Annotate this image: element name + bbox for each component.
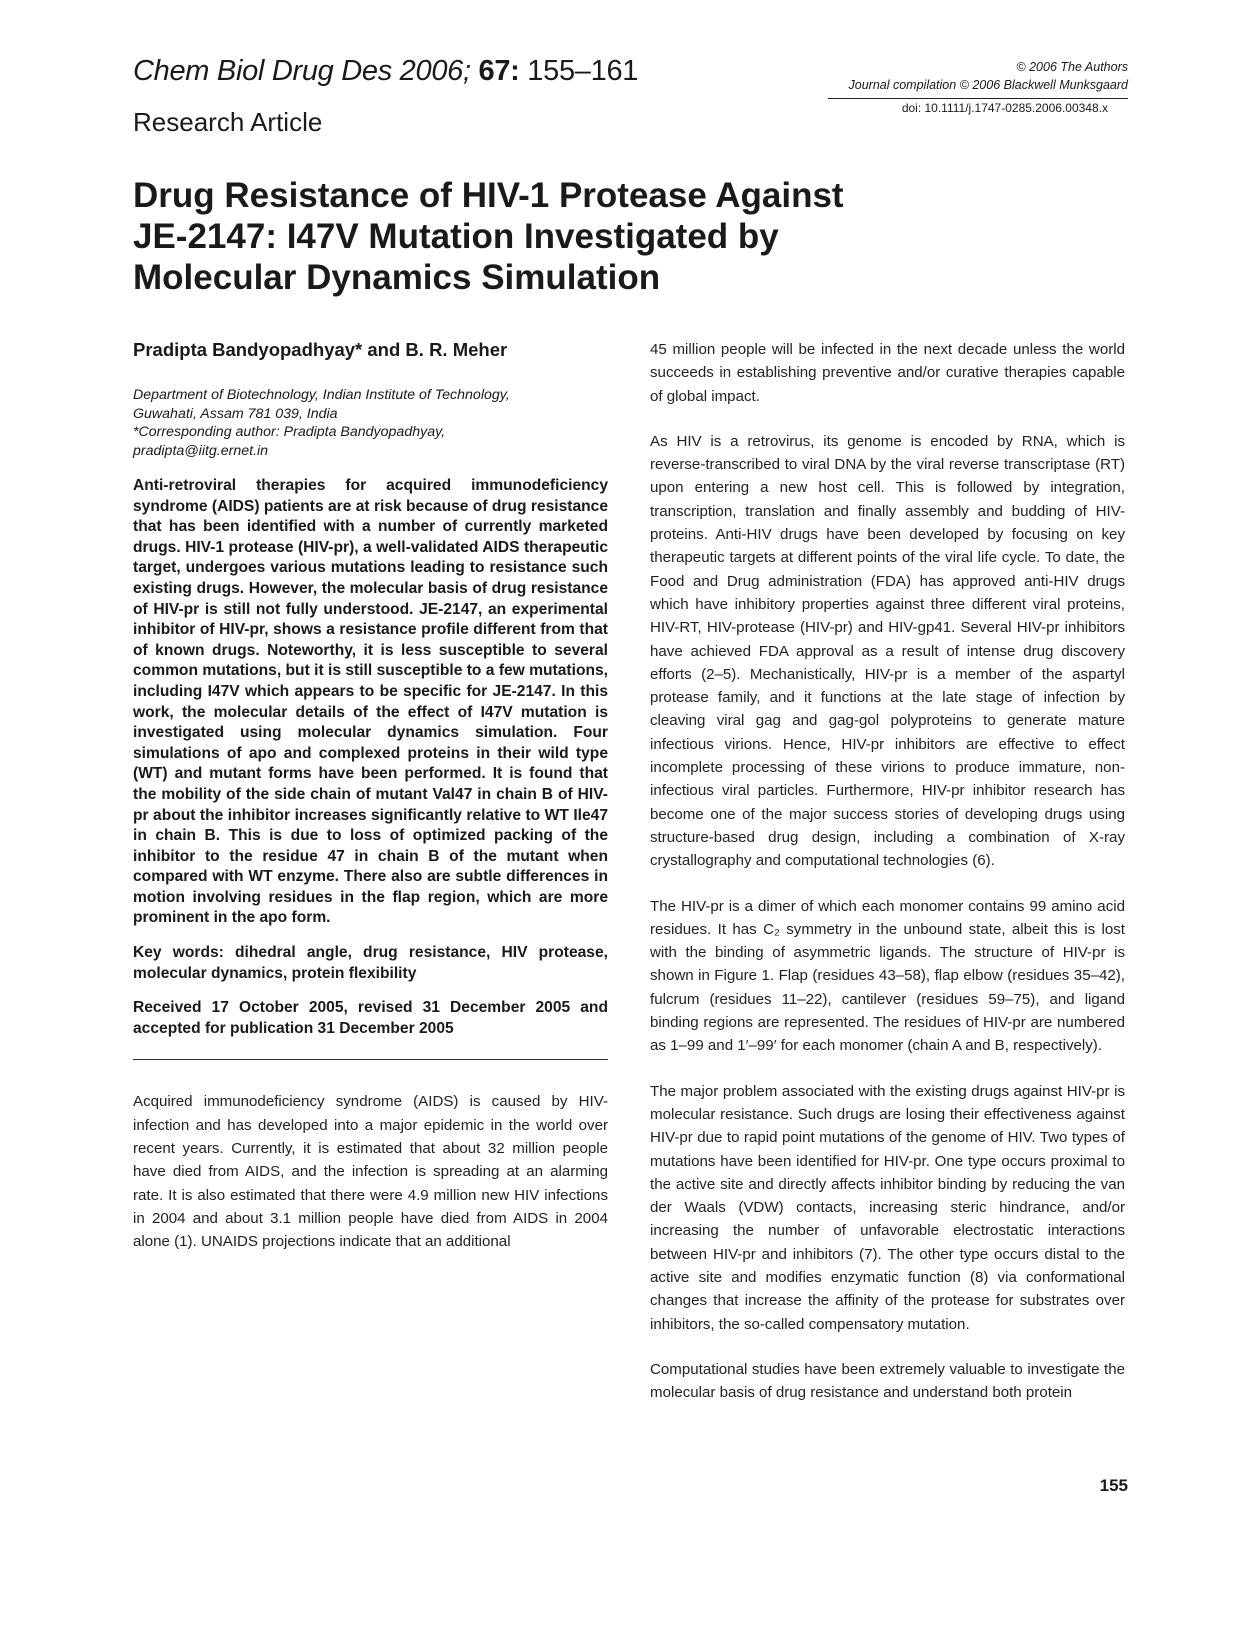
title-line-2: JE-2147: I47V Mutation Investigated by bbox=[133, 217, 779, 256]
affiliation-line-4: pradipta@iitg.ernet.in bbox=[133, 442, 269, 459]
journal-volume: 67: bbox=[478, 55, 520, 87]
left-column bbox=[133, 338, 608, 1276]
body-paragraph: Computational studies have been extremely valuable to investigate the molecular basis of drug resistance and understand both protein bbox=[650, 1360, 1125, 1402]
copyright-line-1: © 2006 The Authors bbox=[1016, 60, 1128, 74]
body-paragraph: As HIV is a retrovirus, its genome is encoded by RNA, which is reverse-transcribed to viral DNA by the viral reverse transcriptase (RT) upon entering a new host cell. This is followed by integration, transcription, translation and finally assembly and budding of HIV-proteins. Anti-HIV drugs have been developed by focusing on key therapeutic targets at different points of the viral life cycle. To date, the Food and Drug administration (FDA) has approved anti-HIV drugs which have inhibitory properties against three different viral proteins, HIV-RT, HIV-protease (HIV-pr) and HIV-gp41. Several HIV-pr inhibitors have achieved FDA approval as a result of intense drug discovery efforts (2–5). Mechanistically, HIV-pr is a member of the aspartyl protease family, and it functions at the late stage of infection by cleaving viral gag and gag-gol polyproteins to generate mature infectious virions. Hence, HIV-pr inhibitors are effective to effect incomplete processing of these virions to produce immature, non-infectious viral particles. Furthermore, HIV-pr inhibitor research has become one of the major success stories of developing drugs using structure-based drug design, including a combination of X-ray crystallography and computational technologies (6). bbox=[650, 432, 1125, 870]
authors: Pradipta Bandyopadhyay* and B. R. Meher bbox=[133, 339, 508, 360]
copyright-block bbox=[708, 58, 1128, 117]
doi: doi: 10.1111/j.1747-0285.2006.00348.x bbox=[901, 101, 1108, 115]
body-paragraph: The HIV-pr is a dimer of which each monomer contains 99 amino acid residues. It has C₂ symmetry in the unbound state, albeit this is lost with the binding of asymmetric ligands. The structure of HIV-pr is shown in Figure 1. Flap (residues 43–58), flap elbow (residues 35–42), fulcrum (residues 11–22), cantilever (residues 59–75), and ligand binding regions are represented. The residues of HIV-pr are numbered as 1–99 and 1′–99′ for each monomer (chain A and B, respectively). bbox=[650, 897, 1125, 1055]
affiliation-line-3: *Corresponding author: Pradipta Bandyopadhyay, bbox=[133, 424, 446, 440]
abstract: Anti-retroviral therapies for acquired immunodeficiency syndrome (AIDS) patients are at risk because of drug resistance that has been identified with a number of currently marketed drugs. HIV-1 protease (HIV-pr), a well-validated AIDS therapeutic target, undergoes various mutations leading to resistance such existing drugs. However, the molecular basis of drug resistance of HIV-pr is still not fully understood. JE-2147, an experimental inhibitor of HIV-pr, shows a resistance profile different from that of known drugs. Noteworthy, it is less susceptible to several common mutations, but it is still susceptible to a few mutations, including I47V which appears to be specific for JE-2147. In this work, the molecular details of the effect of I47V mutation is investigated using molecular dynamics simulation. Four simulations of apo and complexed proteins in their wild type (WT) and mutant forms have been performed. It is found that the mobility of the side chain of mutant Val47 in chain B of HIV-pr about the inhibitor increases significantly relative to WT Ile47 in chain B. This is due to loss of optimized packing of the inhibitor to the residue 47 in chain B of the mutant when compared with WT enzyme. There also are subtle differences in motion involving residues in the flap region, which are more prominent in the apo form. bbox=[133, 477, 608, 927]
right-column bbox=[650, 338, 1125, 1426]
affiliation-line-2: Guwahati, Assam 781 039, India bbox=[133, 405, 338, 422]
article-title bbox=[133, 175, 1133, 298]
journal-name: Chem Biol Drug Des 2006; bbox=[133, 55, 471, 87]
keywords: Key words: dihedral angle, drug resistance, HIV protease, molecular dynamics, protein flexibility bbox=[133, 944, 608, 982]
title-line-1: Drug Resistance of HIV-1 Protease Against bbox=[133, 176, 844, 215]
affiliation-line-1: Department of Biotechnology, Indian Institute of Technology, bbox=[133, 387, 510, 403]
affiliation bbox=[133, 386, 608, 460]
body-paragraph: Acquired immunodeficiency syndrome (AIDS) is caused by HIV-infection and has developed into a major epidemic in the world over recent years. Currently, it is estimated that about 32 million people have died from AIDS, and the infection is spreading at an alarming rate. It is also estimated that there were 4.9 million new HIV infections in 2004 and about 3.1 million people have died from AIDS in 2004 alone (1). UNAIDS projections indicate that an additional bbox=[133, 1093, 608, 1251]
article-type: Research Article bbox=[133, 107, 323, 137]
body-paragraph: 45 million people will be infected in the next decade unless the world succeeds in establishing preventive and/or curative therapies capable of global impact. bbox=[650, 341, 1125, 405]
body-paragraph: The major problem associated with the existing drugs against HIV-pr is molecular resistance. Such drugs are losing their effectiveness against HIV-pr due to rapid point mutations of the genome of HIV. Two types of mutations have been identified for HIV-pr. One type occurs proximal to the active site and directly affects inhibitor binding by reducing the van der Waals (VDW) contacts, increasing steric hindrance, and/or increasing the number of unfavorable electrostatic interactions between HIV-pr and inhibitors (7). The other type occurs distal to the active site and modifies enzymatic function (8) via conformational changes that increase the affinity of the protease for substrates over inhibitors, the so-called compensatory mutation. bbox=[650, 1082, 1125, 1333]
section-divider bbox=[133, 1059, 608, 1060]
copyright-line-2: Journal compilation © 2006 Blackwell Munksgaard bbox=[848, 78, 1128, 92]
received-dates: Received 17 October 2005, revised 31 December 2005 and accepted for publication 31 December 2005 bbox=[133, 999, 608, 1037]
journal-pages: 155–161 bbox=[527, 55, 639, 87]
journal-citation bbox=[133, 55, 638, 88]
page-number: 155 bbox=[1099, 1476, 1128, 1495]
title-line-3: Molecular Dynamics Simulation bbox=[133, 258, 661, 297]
